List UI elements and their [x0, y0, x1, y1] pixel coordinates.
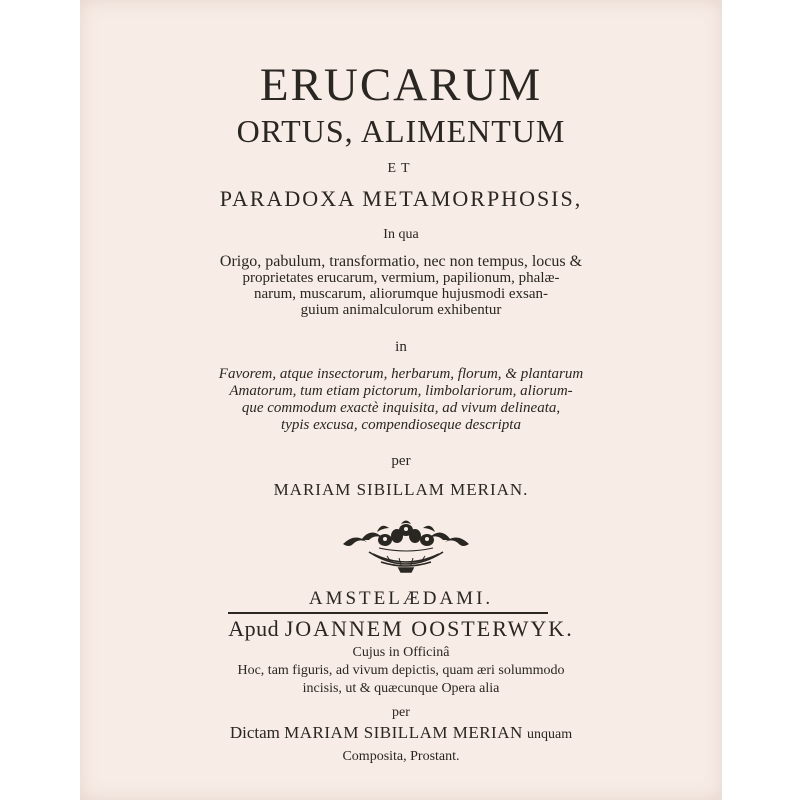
in-qua-text: In qua	[383, 227, 419, 242]
title-subtitle: ORTUS, ALIMENTUM	[236, 113, 566, 149]
imprint-line: incisis, ut & quæcunque Opera alia	[302, 681, 500, 696]
imprint-line: Cujus in Officinâ	[352, 645, 450, 660]
description-line: guium animalculorum exhibentur	[300, 302, 502, 318]
author-name: MARIAM SIBILLAM MERIAN.	[273, 480, 529, 499]
per-text-imprint: per	[392, 705, 410, 720]
imprint-line: Hoc, tam figuris, ad vivum depictis, quam æri solummodo	[237, 663, 565, 678]
title-paradoxa: PARADOXA METAMORPHOSIS,	[219, 186, 583, 211]
per-text: per	[391, 453, 411, 469]
title-conjunction: ET	[387, 161, 415, 176]
description-line: proprietates erucarum, vermium, papilionum, phalæ-	[242, 270, 560, 286]
publisher-name: JOANNEM OOSTERWYK.	[284, 616, 574, 641]
imprint-paragraph	[80, 644, 722, 698]
unquam-text: unquam	[527, 727, 573, 742]
dedication-line: typis excusa, compendioseque descripta	[281, 417, 521, 433]
dictam-line	[80, 724, 722, 742]
description-line: Origo, pabulum, transformatio, nec non tempus, locus &	[219, 253, 583, 270]
divider-rule	[228, 612, 548, 614]
dictam-text: Dictam	[229, 723, 280, 742]
fruit-basket-ornament-icon	[341, 518, 471, 574]
title-main: ERUCARUM	[259, 59, 543, 111]
dedication-line: Favorem, atque insectorum, herbarum, florum, & plantarum	[218, 366, 584, 382]
description-paragraph	[80, 254, 722, 318]
apud-text: Apud	[228, 616, 280, 641]
dedication-line: que commodum exactè inquisita, ad vivum delineata,	[241, 400, 561, 416]
composita-text: Composita, Prostant.	[342, 749, 460, 764]
description-line: narum, muscarum, aliorumque hujusmodi exsan-	[253, 286, 549, 302]
in-text: in	[395, 339, 407, 355]
title-page	[80, 0, 722, 800]
dedication-line: Amatorum, tum etiam pictorum, limbolariorum, aliorum-	[229, 383, 573, 399]
imprint-author-name: MARIAM SIBILLAM MERIAN	[284, 723, 523, 742]
imprint-place: AMSTELÆDAMI.	[308, 588, 494, 609]
dedication-paragraph	[80, 366, 722, 434]
imprint-publisher-line	[80, 618, 722, 640]
